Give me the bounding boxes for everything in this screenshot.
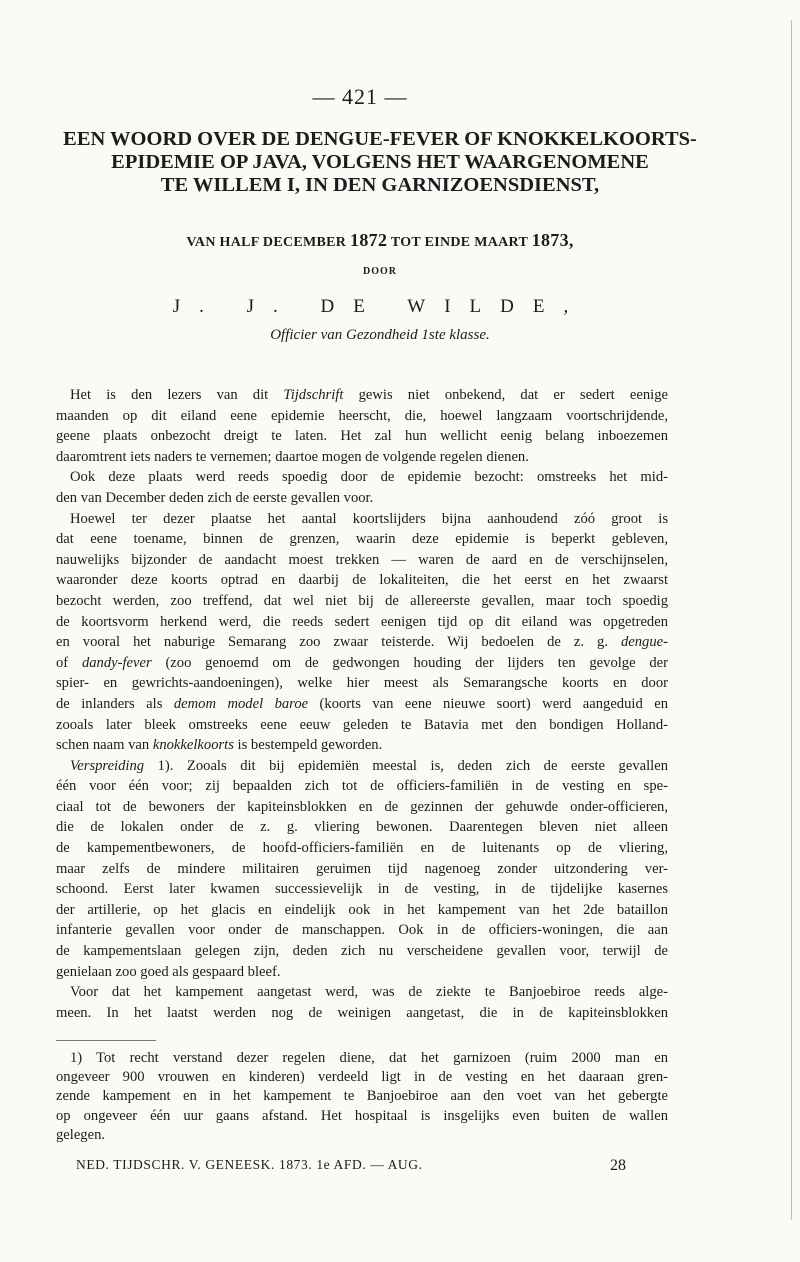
body-text-run: 1). Zooals dit bij epidemiën meestal is, deden zich de eerste gevallen — [144, 757, 668, 774]
body-text-run: ciaal tot de bewoners der kapiteinsblokken en de gezinnen der gehuwde onder-officieren, — [56, 798, 668, 815]
body-line — [56, 653, 668, 674]
body-line — [56, 879, 668, 900]
body-text-run: dat eene toename, binnen de grenzen, waarin deze epidemie is beperkt gebleven, — [56, 531, 668, 548]
author-name: J. J. DE WILDE, — [172, 296, 588, 317]
page-number: — 421 — — [312, 84, 408, 109]
body-text-run: Hoewel ter dezer plaatse het aantal koortslijders bijna aanhoudend zóó groot is — [70, 510, 668, 527]
body-line — [56, 838, 668, 859]
footnote-line: zende kampement en in het kampement te Banjoebiroe aan den voet van het gebergte — [56, 1088, 668, 1105]
title-line: EPIDEMIE OP JAVA, VOLGENS HET WAARGENOMENE — [111, 151, 649, 173]
body-text-run: schen naam van — [56, 737, 153, 754]
body-text-run: de koortsvorm herkend werd, die reeds sedert eenigen tijd op dit eiland was opgetreden — [56, 613, 668, 630]
body-line — [56, 673, 668, 694]
body-line — [56, 962, 668, 983]
body-line — [56, 612, 668, 633]
body-text-run: schoond. Eerst later kwamen successievelijk in de vesting, in de tijdelijke kasernes — [56, 881, 668, 898]
date-part: VAN HALF DECEMBER — [186, 235, 347, 250]
body-text-run: de kampementslaan gelegen zijn, deden zich nu verscheidene gevallen voor, terwijl de — [56, 943, 668, 960]
body-line — [56, 776, 668, 797]
body-text-run: waaronder deze koorts optrad en daarbij de lokaliteiten, die het eerst en het zwaarst — [56, 572, 668, 589]
body-text-run: één voor één voor; zij bepaalden zich tot de officiers-familiën in de vesting en spe- — [56, 778, 668, 795]
body-text-run: Het is den lezers van dit — [70, 387, 284, 403]
page-edge-line — [791, 20, 792, 1220]
body-text-run: meen. In het laatst werden nog de weinigen aangetast, die in de kapiteinsblokken — [56, 1004, 668, 1021]
body-line — [56, 632, 668, 653]
body-text-run: maanden op dit eiland eene epidemie heerscht, die, hoewel langzaam voortschrijdende, — [56, 407, 668, 424]
body-line — [56, 570, 668, 591]
body-line — [56, 467, 668, 488]
footnote — [56, 1049, 668, 1145]
body-italic-run: Tijdschrift — [283, 387, 344, 403]
body-text-run: die de lokalen onder de z. g. vliering bewonen. Daarentegen bleven niet alleen — [56, 819, 668, 836]
body-italic-run: dengue- — [620, 634, 668, 651]
body-text-run: (zoo genoemd om de gedwongen houding der lijders ten gevolge der — [151, 654, 668, 671]
body-line — [56, 1003, 668, 1024]
journal-reference: NED. TIJDSCHR. V. GENEESK. 1873. 1e AFD. — AUG. — [76, 1157, 423, 1172]
body-text-run: maar zelfs de mindere militairen geruimen tijd nagenoeg zonder uitzondering ver- — [56, 860, 668, 877]
body-text — [56, 385, 668, 1023]
body-line — [56, 817, 668, 838]
body-text-run: spier- en gewrichts-aandoeningen), welke hier meest als Semarangsche koorts en door — [56, 675, 668, 692]
body-line — [56, 488, 668, 509]
title-line: TE WILLEM I, IN DEN GARNIZOENSDIENST, — [160, 174, 600, 196]
body-italic-run: Verspreiding — [70, 757, 145, 774]
body-text-run: gewis niet onbekend, dat er sedert eenige — [343, 387, 668, 403]
body-line — [56, 529, 668, 550]
body-text-run: infanterie gevallen voor onder de manschappen. Ook in de officiers-woningen, die aan — [56, 922, 668, 939]
footnote-divider — [56, 1040, 156, 1041]
body-italic-run: dandy-fever — [81, 654, 152, 671]
date-range — [60, 230, 700, 251]
body-line — [56, 550, 668, 571]
footnote-line: ongeveer 900 vrouwen en kinderen) verdeeld ligt in de vesting en het daaraan gren- — [56, 1069, 668, 1086]
body-text-run: daaromtrent iets naders te vernemen; daartoe mogen de volgende regelen dienen. — [56, 448, 529, 465]
body-text-run: (koorts van eene nieuwe soort) werd aangeduid en — [308, 695, 668, 712]
body-line — [56, 385, 668, 406]
body-line — [56, 591, 668, 612]
body-italic-run: demom model baroe — [173, 695, 309, 712]
body-text-run: genielaan zoo goed als gespaard bleef. — [56, 963, 281, 980]
body-text-run: de kampementbewoners, de hoofd-officiers-familiën en de luitenants op de vliering, — [56, 840, 668, 857]
body-text-run: Voor dat het kampement aangetast werd, was de ziekte te Banjoebiroe reeds alge- — [70, 984, 668, 1001]
body-line — [56, 694, 668, 715]
body-text-run: der artillerie, op het glacis en eindelijk ook in het kampement van het 2de bataillon — [56, 901, 668, 918]
body-line — [56, 859, 668, 880]
body-line — [56, 735, 668, 756]
body-line — [56, 756, 668, 777]
body-line — [56, 900, 668, 921]
body-text-run: bezocht werden, zoo treffend, dat wel niet bij de allereerste gevallen, maar toch spoedig — [56, 592, 668, 609]
body-text-run: geene plaats onbezocht dreigt te laten. Het zal hun wellicht eenig belang inboezemen — [56, 428, 668, 445]
byline-door: DOOR — [363, 266, 397, 277]
footnote-line: 1) Tot recht verstand dezer regelen diene, dat het garnizoen (ruim 2000 man en — [70, 1050, 668, 1066]
body-line — [56, 920, 668, 941]
body-text-run: de inlanders als — [56, 695, 174, 712]
date-part: TOT EINDE MAART — [390, 235, 528, 250]
footnote-line: op ongeveer één uur gaans afstand. Het hospitaal is insgelijks even buiten de wallen — [56, 1107, 668, 1124]
body-line — [56, 426, 668, 447]
date-year: 1872 — [350, 230, 388, 250]
body-line — [56, 941, 668, 962]
body-line — [56, 406, 668, 427]
body-italic-run: knokkelkoorts — [152, 737, 234, 754]
footnote-line: gelegen. — [56, 1126, 106, 1143]
body-text-run: is bestempeld geworden. — [233, 737, 383, 754]
body-text-run: nauwelijks bijzonder de aandacht moest trekken — waren de aard en de verschijnselen, — [56, 551, 668, 568]
article-title — [60, 128, 700, 197]
body-text-run: Ook deze plaats werd reeds spoedig door de epidemie bezocht: omstreeks het mid- — [70, 469, 668, 486]
body-line — [56, 509, 668, 530]
body-text-run: en vooral het naburige Semarang zoo zwaar teisterde. Wij bedoelen de z. g. — [56, 634, 621, 651]
signature-mark: 28 — [610, 1157, 626, 1174]
body-line — [56, 797, 668, 818]
page-footer — [76, 1157, 626, 1173]
date-year: 1873, — [531, 230, 574, 250]
body-line — [56, 447, 668, 468]
body-text-run: zooals later bleek omstreeks eene eeuw geleden te Batavia met den bondigen Holland- — [56, 716, 668, 733]
body-line — [56, 982, 668, 1003]
body-text-run: den van December deden zich de eerste gevallen voor. — [56, 489, 374, 506]
title-line: EEN WOORD OVER DE DENGUE-FEVER OF KNOKKELKOORTS- — [63, 128, 697, 150]
body-text-run: of — [56, 654, 82, 671]
author-affiliation: Officier van Gezondheid 1ste klasse. — [270, 327, 490, 343]
body-line — [56, 715, 668, 736]
